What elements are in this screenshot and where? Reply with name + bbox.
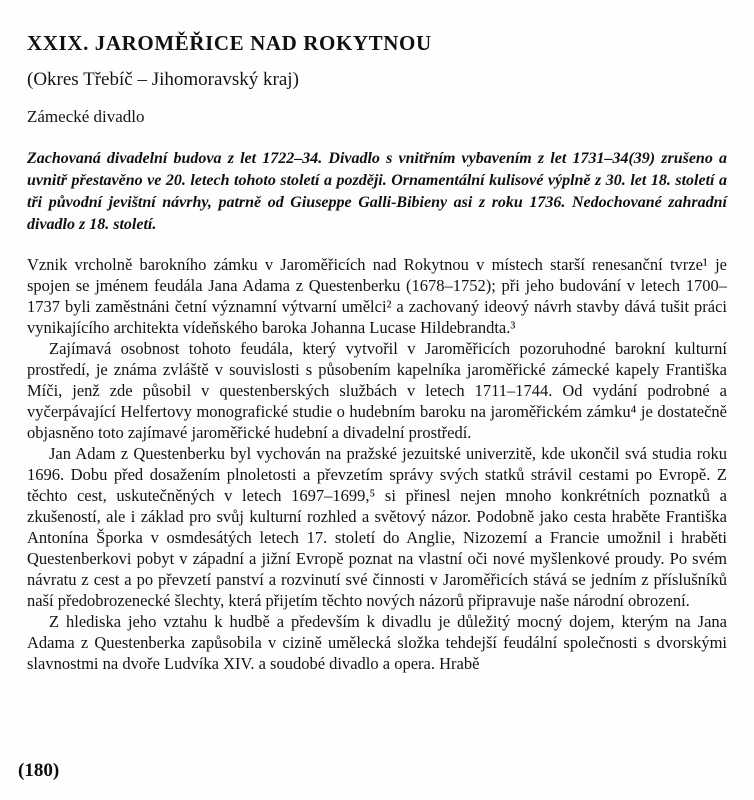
paragraph-3: Jan Adam z Questenberku byl vychován na pražské jezuitské univerzitě, kde ukončil svá studia roku 1696. Dobu před dosažením plnoletosti a převzetím správy svých statků strávil cestami po Evropě. Z těchto cest, uskutečněných v letech 1697–1699,⁵ si přinesl nejen mnoho konkrétních poznatků a zkušeností, ale i základ pro svůj kulturní rozhled a světový názor. Podobně jako cesta hraběte Františka Antonína Šporka v osmdesátých letech 17. století do Anglie, Nizozemí a Francie umožnil i hraběti Questenberkovi pobyt v západní a jižní Evropě poznat na vlastní oči nové myšlenkové proudy. Po svém návratu z cest a po převzetí panství a rozvinutí své činnosti v Jaroměřicích stává se jedním z příslušníků naší předobrozenecké šlechty, která přijetím těchto nových názorů připravuje naše národní obrození. — [27, 444, 727, 610]
paragraph-1: Vznik vrcholně barokního zámku v Jaroměřicích nad Rokytnou v místech starší renesanční tvrze¹ je spojen se jménem feudála Jana Adama z Questenberku (1678–1752); při jeho budování v letech 1700–1737 byli zaměstnáni četní významní výtvarní umělci² a zachovaný ideový návrh stavby dává tušit práci vynikajícího architekta vídeňského baroka Johanna Lucase Hildebrandta.³ — [27, 255, 727, 337]
district-subtitle: (Okres Třebíč – Jihomoravský kraj) — [27, 69, 299, 90]
page-title: XXIX. JAROMĚŘICE NAD ROKYTNOU — [27, 31, 432, 55]
summary-paragraph: Zachovaná divadelní budova z let 1722–34. Divadlo s vnitřním vybavením z let 1731–34(39) zrušeno a uvnitř přestavěno ve 20. letech tohoto století a později. Ornamentální kulisové výplně z 30. let 18. století a tři původní jevištní návrhy, patrně od Giuseppe Galli-Bibieny asi z roku 1736. Nedochované zahradní divadlo z 18. století. — [27, 150, 727, 233]
body-text — [27, 254, 727, 674]
paragraph-4: Z hlediska jeho vztahu k hudbě a především k divadlu je důležitý mocný dojem, kterým na Jana Adama z Questenberka zapůsobila v cizině umělecká složka tehdejší feudální společnosti s dvorskými slavnostmi na dvoře Ludvíka XIV. a soudobé divadlo a opera. Hrabě — [27, 612, 727, 673]
paragraph-2: Zajímavá osobnost tohoto feudála, který vytvořil v Jaroměřicích pozoruhodné barokní kulturní prostředí, je známa zvláště v souvislosti s působením kapelníka jaroměřické zámecké kapely Františka Míči, jenž zde působil v questenberských službách v letech 1711–1744. Od vydání podrobné a vyčerpávající Helfertovy monografické studie o hudebním baroku na jaroměřickém zámku⁴ je dostatečně objasněno toto zajímavé jaroměřické hudební a divadelní prostředí. — [27, 339, 727, 442]
page-number: (180) — [18, 760, 60, 781]
section-heading: Zámecké divadlo — [27, 107, 145, 126]
